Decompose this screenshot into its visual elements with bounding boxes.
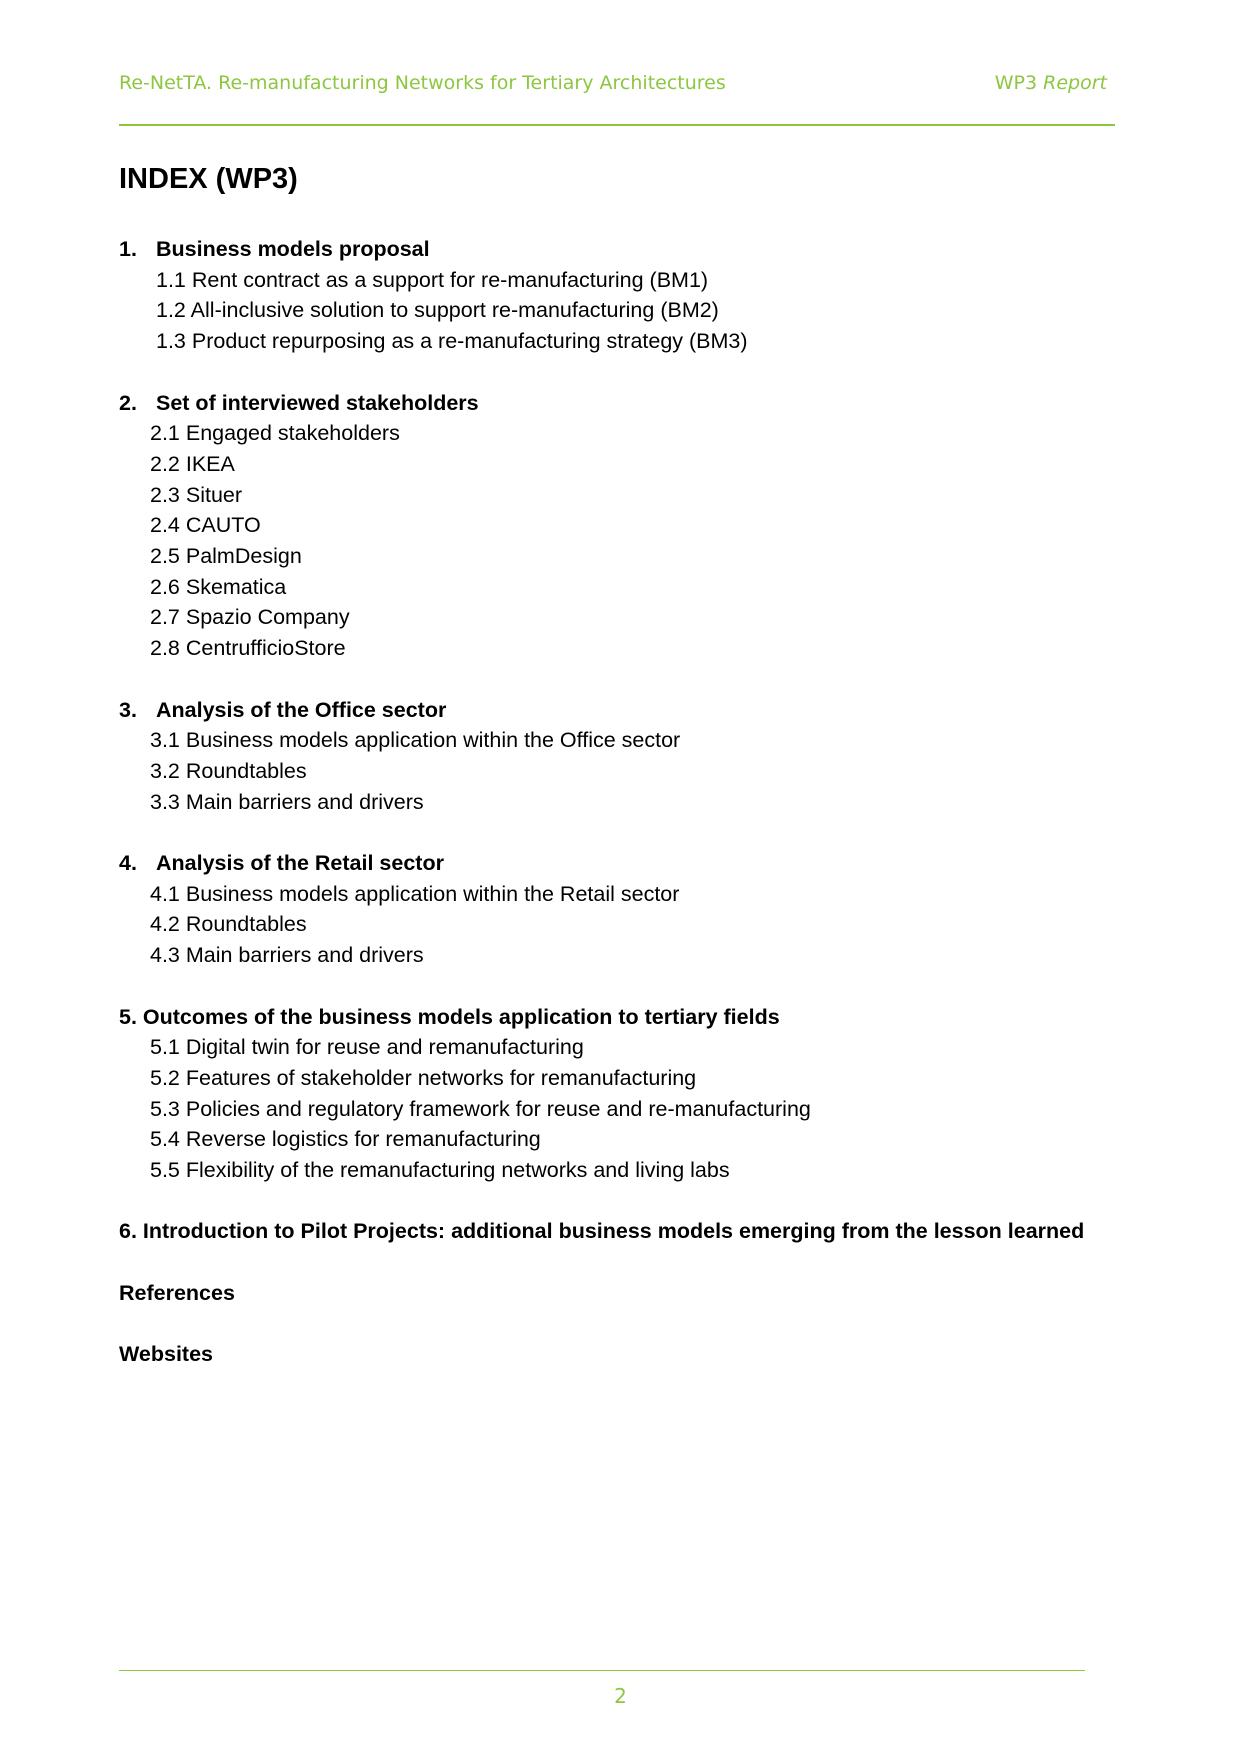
- toc-section-number: 3.: [119, 697, 137, 722]
- toc-section-3: [119, 695, 1119, 818]
- table-of-contents: [119, 234, 1119, 1401]
- index-title: INDEX (WP3): [119, 163, 298, 195]
- toc-references: [119, 1278, 1119, 1309]
- header-report: Report: [1043, 72, 1107, 94]
- header-report-label: [995, 72, 1107, 94]
- toc-section-number: 2.: [119, 390, 137, 415]
- toc-section-title: [119, 695, 1119, 726]
- toc-item: 5.1 Digital twin for reuse and remanufacturing: [150, 1035, 584, 1060]
- toc-section-number: 1.: [119, 237, 137, 261]
- toc-section-number: 4.: [119, 851, 137, 876]
- toc-section-4: [119, 848, 1119, 971]
- toc-item: 2.5 PalmDesign: [150, 544, 302, 569]
- toc-section-title: Websites: [119, 1342, 213, 1367]
- toc-section-title: [119, 848, 1119, 879]
- toc-item: 3.1 Business models application within the Office sector: [150, 728, 681, 753]
- toc-section-title: 5. Outcomes of the business models application to tertiary fields: [119, 1004, 780, 1029]
- header-wp: WP3: [994, 72, 1038, 94]
- toc-section-5: [119, 1002, 1119, 1186]
- toc-item: 5.5 Flexibility of the remanufacturing networks and living labs: [150, 1158, 730, 1183]
- page-number: 2: [614, 1684, 627, 1708]
- header-divider: [119, 124, 1115, 126]
- toc-section-1: [119, 234, 1119, 357]
- toc-section-label: Business models proposal: [156, 237, 430, 261]
- toc-item: 3.2 Roundtables: [150, 758, 307, 783]
- toc-item: 4.1 Business models application within the Retail sector: [150, 881, 680, 906]
- toc-section-label: Analysis of the Retail sector: [156, 851, 444, 876]
- toc-item: 1.2 All-inclusive solution to support re-manufacturing (BM2): [156, 298, 719, 323]
- toc-section-label: Set of interviewed stakeholders: [156, 390, 479, 415]
- toc-item: 5.3 Policies and regulatory framework for reuse and re-manufacturing: [150, 1096, 811, 1121]
- header-title: Re-NetTA. Re-manufacturing Networks for Tertiary Architectures: [119, 72, 726, 94]
- toc-item: 4.2 Roundtables: [150, 912, 307, 937]
- toc-section-title: [119, 388, 1119, 419]
- toc-section-title: References: [119, 1280, 235, 1305]
- toc-section-title: 6. Introduction to Pilot Projects: additional business models emerging from the lesson learned: [119, 1219, 1085, 1244]
- toc-item: 2.1 Engaged stakeholders: [150, 421, 400, 446]
- toc-item: 3.3 Main barriers and drivers: [150, 789, 424, 814]
- toc-section-2: [119, 388, 1119, 664]
- toc-item: 4.3 Main barriers and drivers: [150, 943, 424, 968]
- toc-item: 2.8 CentrufficioStore: [150, 636, 346, 661]
- toc-websites: [119, 1339, 1119, 1370]
- toc-item: 2.7 Spazio Company: [150, 605, 350, 630]
- page-header: [119, 72, 1115, 100]
- toc-item: 5.4 Reverse logistics for remanufacturing: [150, 1127, 541, 1152]
- toc-item: 1.3 Product repurposing as a re-manufacturing strategy (BM3): [156, 329, 748, 354]
- toc-section-label: Analysis of the Office sector: [156, 697, 447, 722]
- footer-divider: [119, 1670, 1085, 1671]
- toc-item: 2.3 Situer: [150, 482, 243, 507]
- toc-section-6: [119, 1216, 1119, 1247]
- toc-item: 2.6 Skematica: [150, 574, 287, 599]
- toc-item: 5.2 Features of stakeholder networks for remanufacturing: [150, 1065, 697, 1090]
- toc-item: 2.4 CAUTO: [150, 513, 261, 538]
- toc-section-title: [119, 234, 1119, 265]
- toc-item: 1.1 Rent contract as a support for re-manufacturing (BM1): [156, 267, 709, 292]
- toc-item: 2.2 IKEA: [150, 451, 235, 476]
